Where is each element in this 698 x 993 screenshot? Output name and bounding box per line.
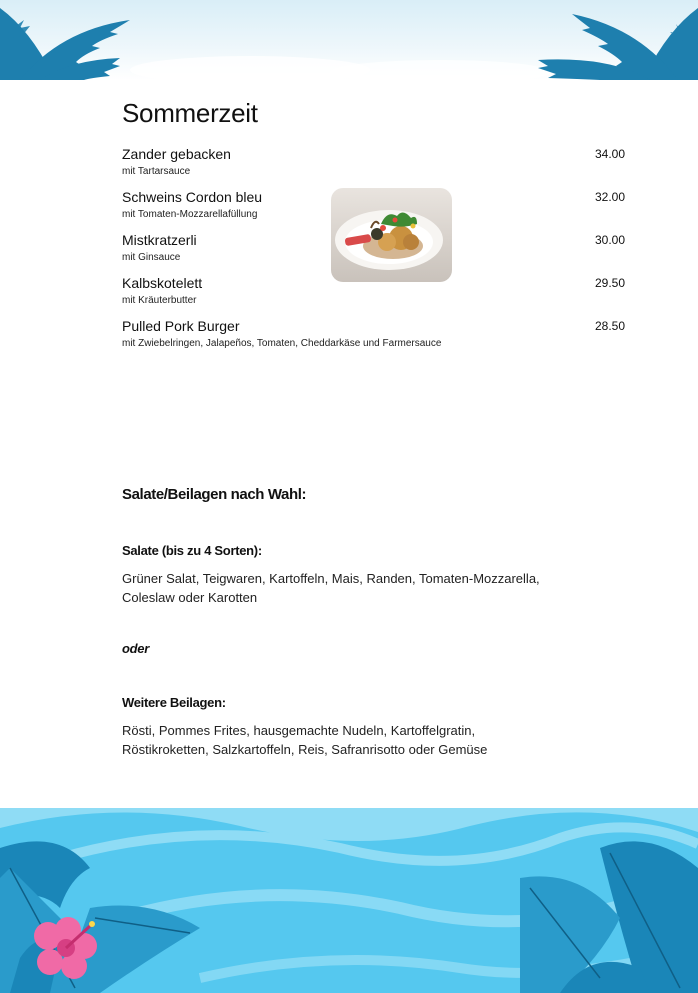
sides-heading: Salate/Beilagen nach Wahl: <box>122 486 307 503</box>
menu-title: Sommerzeit <box>122 98 258 128</box>
menu-item-description: mit Ginsauce <box>122 252 181 263</box>
menu-item-description: mit Kräuterbutter <box>122 295 197 306</box>
food-photo <box>331 188 452 282</box>
menu-item-description: mit Tomaten-Mozzarellafüllung <box>122 209 258 220</box>
menu-item-name: Pulled Pork Burger <box>122 318 240 334</box>
menu-item-name: Kalbskotelett <box>122 275 203 291</box>
menu-item-name: Zander gebacken <box>122 146 231 162</box>
salads-list: Grüner Salat, Teigwaren, Kartoffeln, Mais, Randen, Tomaten-Mozzarella, Coleslaw oder Karotten <box>122 571 540 605</box>
top-palm-banner <box>0 0 698 80</box>
ocean-waves-icon <box>0 808 698 993</box>
bottom-ocean-banner <box>0 808 698 993</box>
menu-item <box>122 145 625 179</box>
or-separator: oder <box>122 641 149 656</box>
menu-item-price: 29.50 <box>594 276 625 290</box>
menu-item-price: 28.50 <box>594 319 625 333</box>
menu-item <box>122 317 625 351</box>
palm-leaves-icon <box>0 0 698 80</box>
other-sides-heading: Weitere Beilagen: <box>122 695 226 710</box>
salads-heading: Salate (bis zu 4 Sorten): <box>122 543 262 558</box>
plated-dish-icon <box>331 188 452 282</box>
menu-item-price: 32.00 <box>594 190 625 204</box>
menu-item-name: Mistkratzerli <box>122 232 197 248</box>
menu-item-price: 30.00 <box>594 233 625 247</box>
menu-item-name: Schweins Cordon bleu <box>122 189 263 205</box>
menu-item-price: 34.00 <box>594 147 625 161</box>
menu-item-description: mit Zwiebelringen, Jalapeños, Tomaten, Cheddarkäse und Farmersauce <box>122 338 442 349</box>
other-sides-list: Rösti, Pommes Frites, hausgemachte Nudeln, Kartoffelgratin, Röstikroketten, Salzkartoffeln, Reis, Safranrisotto oder Gemüse <box>122 723 488 757</box>
menu-item-description: mit Tartarsauce <box>122 166 191 177</box>
